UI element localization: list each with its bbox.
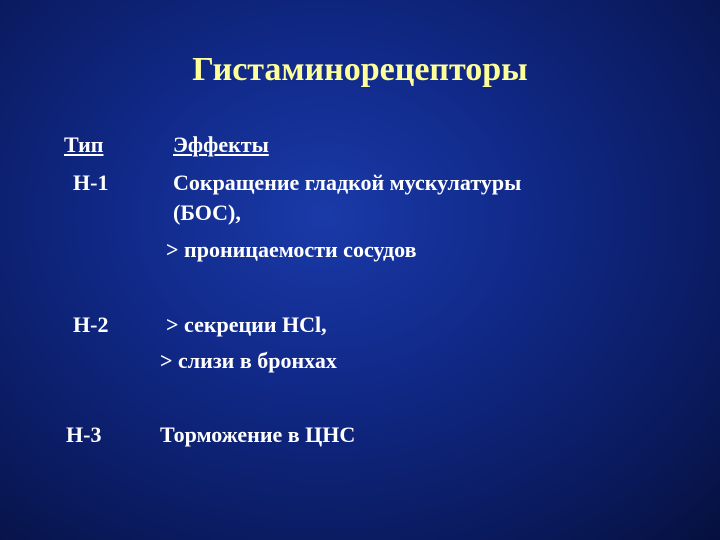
receptor-type-h1: H-1 xyxy=(73,170,109,195)
slide-title: Гистаминорецепторы xyxy=(192,51,528,88)
effect-h2-line-2: > слизи в бронхах xyxy=(160,348,337,373)
column-header-type: Тип xyxy=(64,132,104,157)
receptor-type-h3: H-3 xyxy=(66,422,102,447)
effect-h1-line-2: (БОС), xyxy=(173,200,241,225)
effect-h1-line-3: > проницаемости сосудов xyxy=(166,237,417,262)
effect-h3-line-1: Торможение в ЦНС xyxy=(160,422,356,447)
column-header-effects: Эффекты xyxy=(173,132,269,157)
effect-h1-line-1: Сокращение гладкой мускулатуры xyxy=(173,170,522,195)
effect-h2-line-1: > секреции HCl, xyxy=(166,312,327,337)
receptor-type-h2: H-2 xyxy=(73,312,109,337)
